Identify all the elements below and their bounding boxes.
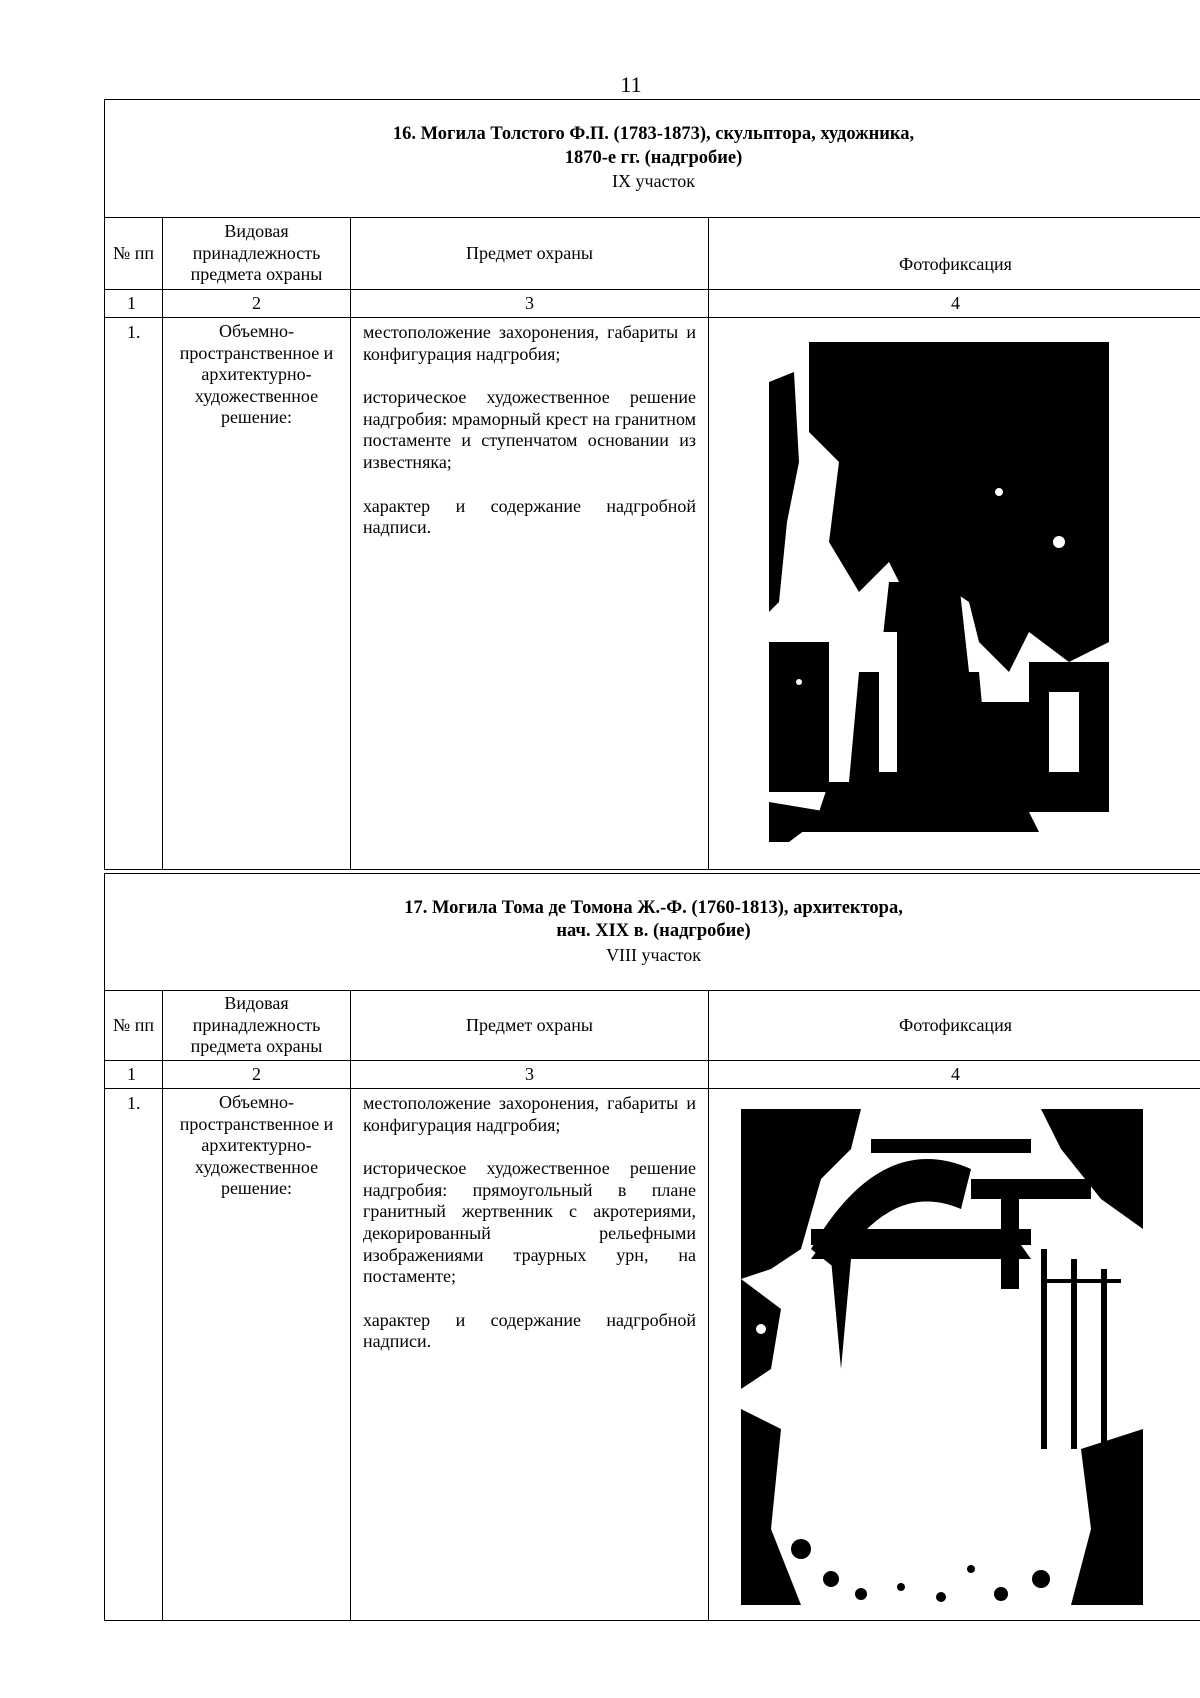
- section-title-line1: 17. Могила Тома де Томона Ж.-Ф. (1760-1813), архитектора,: [404, 897, 903, 918]
- subject-paragraph: местоположение захоронения, габариты и конфигурация надгробия;: [363, 322, 696, 364]
- section-title-line1: 16. Могила Толстого Ф.П. (1783-1873), скульптора, художника,: [392, 124, 915, 145]
- col-header-type: Видовая принадлежность предмета охраны: [163, 218, 351, 290]
- col-index-3: 3: [351, 290, 709, 318]
- grave-photo-thomon: [741, 1109, 1143, 1605]
- col-header-subject: Предмет охраны: [351, 991, 709, 1061]
- section-plot: IX участок: [612, 171, 695, 192]
- protection-type: Объемно-пространственное и архитектурно-художественное решение:: [163, 318, 351, 870]
- heritage-table-16: [104, 99, 1200, 870]
- heritage-table-17: [104, 873, 1200, 1621]
- subject-paragraph: историческое художественное решение надгробия: мраморный крест на гранитном постаменте и ступенчатом основании из известняка;: [363, 387, 696, 472]
- col-header-photo: Фотофиксация: [709, 218, 1200, 290]
- section-plot: VIII участок: [606, 944, 701, 965]
- col-header-subject: Предмет охраны: [351, 218, 709, 290]
- col-header-no: № пп: [105, 991, 163, 1061]
- col-index-2: 2: [163, 1061, 351, 1089]
- col-header-no: № пп: [105, 218, 163, 290]
- protection-subject: [351, 318, 709, 870]
- col-index-4: 4: [709, 290, 1200, 318]
- col-header-photo: Фотофиксация: [709, 991, 1200, 1061]
- row-number: 1.: [105, 1089, 163, 1621]
- col-index-3: 3: [351, 1061, 709, 1089]
- grave-photo-tolstoy: [769, 342, 1109, 850]
- section-header: [105, 100, 1200, 218]
- col-index-1: 1: [105, 1061, 163, 1089]
- photo-cell: [709, 318, 1200, 870]
- subject-paragraph: характер и содержание надгробной надписи.: [363, 495, 696, 538]
- col-index-4: 4: [709, 1061, 1200, 1089]
- section-header: [105, 874, 1200, 991]
- col-header-type: Видовая принадлежность предмета охраны: [163, 991, 351, 1061]
- section-title-line2: нач. XIX в. (надгробие): [556, 921, 751, 942]
- protection-type: Объемно-пространственное и архитектурно-художественное решение:: [163, 1089, 351, 1621]
- col-index-2: 2: [163, 290, 351, 318]
- section-title-line2: 1870-е гг. (надгробие): [564, 147, 743, 168]
- col-index-1: 1: [105, 290, 163, 318]
- row-number: 1.: [105, 318, 163, 870]
- subject-paragraph: характер и содержание надгробной надписи.: [363, 1309, 696, 1352]
- subject-paragraph: историческое художественное решение надгробия: прямоугольный в плане гранитный жертвенник с акротериями, декорированный рельефными изображениями траурных урн, на постаменте;: [363, 1158, 696, 1287]
- photo-cell: [709, 1089, 1200, 1621]
- page-number: 11: [620, 72, 642, 97]
- protection-subject: [351, 1089, 709, 1621]
- subject-paragraph: местоположение захоронения, габариты и конфигурация надгробия;: [363, 1093, 696, 1135]
